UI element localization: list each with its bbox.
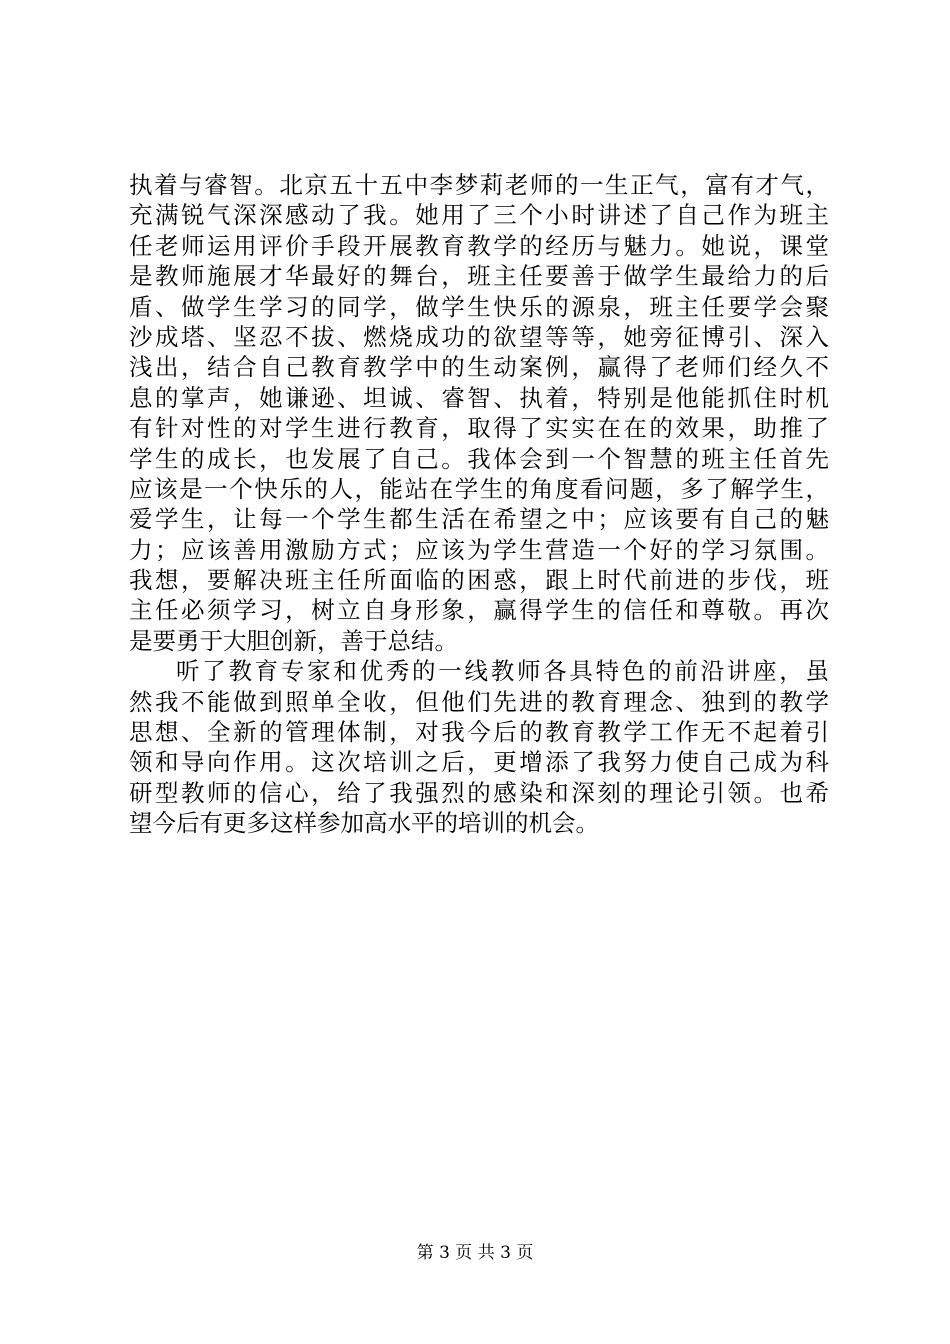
paragraph-1-line: 我想，要解决班主任所面临的困惑，跟上时代前进的步伐，班 — [129, 566, 829, 595]
paragraph-2-line: 研型教师的信心，给了我强烈的感染和深刻的理论引领。也希 — [129, 778, 829, 807]
paragraph-1-line: 息的掌声，她谦逊、坦诚、睿智、执着，特别是他能抓住时机 — [129, 383, 829, 412]
paragraph-2-line: 听了教育专家和优秀的一线教师各具特色的前沿讲座，虽 — [176, 657, 829, 686]
paragraph-1-line: 学生的成长，也发展了自己。我体会到一个智慧的班主任首先 — [129, 444, 829, 473]
paragraph-1-line: 力；应该善用激励方式；应该为学生营造一个好的学习氛围。 — [129, 535, 829, 564]
paragraph-2-line: 望今后有更多这样参加高水平的培训的机会。 — [129, 809, 599, 838]
paragraph-1-line: 充满锐气深深感动了我。她用了三个小时讲述了自己作为班主 — [129, 201, 829, 230]
paragraph-1-line: 浅出，结合自己教育教学中的生动案例，赢得了老师们经久不 — [129, 353, 829, 382]
paragraph-1-line: 爱学生，让每一个学生都生活在希望之中；应该要有自己的魅 — [129, 505, 829, 534]
paragraph-1-line: 盾、做学生学习的同学，做学生快乐的源泉，班主任要学会聚 — [129, 292, 829, 321]
paragraph-2-line: 然我不能做到照单全收，但他们先进的教育理念、独到的教学 — [129, 687, 829, 716]
paragraph-1-line: 主任必须学习，树立自身形象，赢得学生的信任和尊敬。再次 — [129, 596, 829, 625]
paragraph-2-line: 思想、全新的管理体制，对我今后的教育教学工作无不起着引 — [129, 718, 829, 747]
paragraph-1-line: 是要勇于大胆创新，善于总结。 — [129, 626, 458, 655]
paragraph-2-line: 领和导向作用。这次培训之后，更增添了我努力使自己成为科 — [129, 748, 829, 777]
paragraph-1-line: 有针对性的对学生进行教育，取得了实实在在的效果，助推了 — [129, 414, 829, 443]
paragraph-1-line: 执着与睿智。北京五十五中李梦莉老师的一生正气，富有才气， — [129, 171, 829, 199]
paragraph-1-line: 任老师运用评价手段开展教育教学的经历与魅力。她说，课堂 — [129, 231, 829, 260]
document-body — [129, 170, 829, 839]
page-number-footer: 第 3 页 共 3 页 — [416, 1243, 534, 1263]
paragraph-1-line: 是教师施展才华最好的舞台，班主任要善于做学生最给力的后 — [129, 262, 829, 291]
paragraph-1-line: 应该是一个快乐的人，能站在学生的角度看问题，多了解学生， — [129, 474, 829, 503]
paragraph-1-line: 沙成塔、坚忍不拔、燃烧成功的欲望等等，她旁征博引、深入 — [129, 322, 829, 351]
